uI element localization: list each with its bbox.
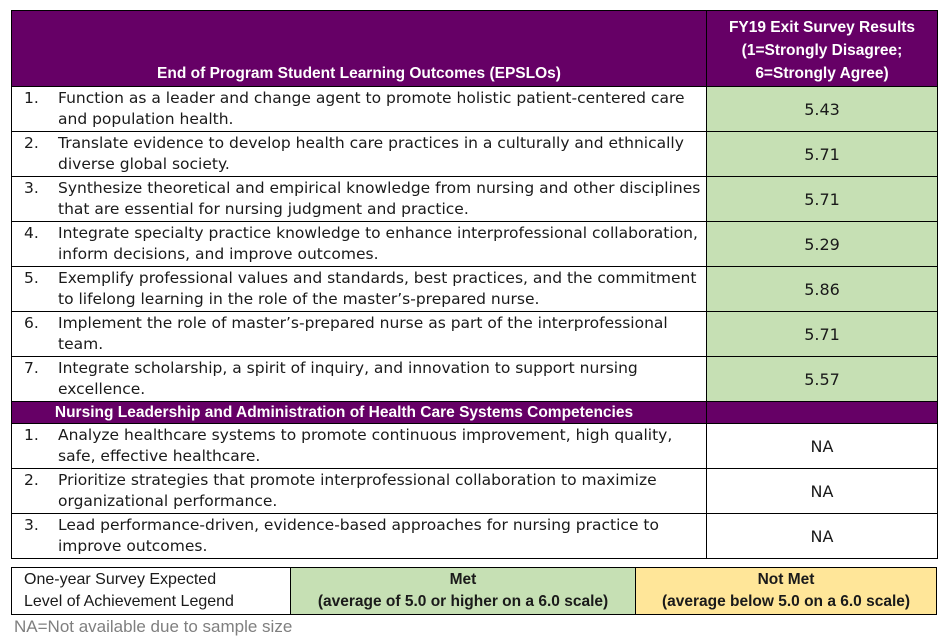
table-header-row [12, 11, 938, 87]
competency-cell [12, 424, 707, 469]
score-cell: 5.71 [707, 132, 938, 177]
score-cell: 5.71 [707, 177, 938, 222]
score-cell: NA [707, 514, 938, 559]
outcome-number: 1. [24, 89, 39, 107]
table-row-epslo-1 [12, 87, 938, 132]
outcome-text: Translate evidence to develop health care practices in a culturally and ethnically diverse global society. [58, 134, 684, 173]
score-cell: NA [707, 469, 938, 514]
score-cell: 5.57 [707, 357, 938, 402]
table-row-epslo-3 [12, 177, 938, 222]
competencies-section-header-row [12, 402, 938, 424]
table-row-epslo-4 [12, 222, 938, 267]
legend-not-met-title: Not Met [757, 571, 815, 588]
outcome-cell [12, 132, 707, 177]
competency-number: 3. [24, 516, 39, 534]
outcome-cell [12, 177, 707, 222]
outcome-number: 7. [24, 359, 39, 377]
legend-met-title: Met [449, 571, 477, 588]
competency-cell [12, 469, 707, 514]
score-cell: 5.86 [707, 267, 938, 312]
outcome-text: Synthesize theoretical and empirical knowledge from nursing and other disciplines that are essential for nursing judgment and practice. [58, 179, 701, 218]
outcome-number: 2. [24, 134, 39, 152]
legend-met [291, 568, 636, 615]
outcome-cell [12, 267, 707, 312]
legend-not-met-description: (average below 5.0 on a 6.0 scale) [661, 593, 911, 610]
table-row-epslo-5 [12, 267, 938, 312]
legend-label [12, 568, 291, 615]
table-row-epslo-2 [12, 132, 938, 177]
score-cell: 5.43 [707, 87, 938, 132]
competency-number: 2. [24, 471, 39, 489]
score-cell: 5.71 [707, 312, 938, 357]
legend-not-met [636, 568, 937, 615]
outcome-text: Exemplify professional values and standards, best practices, and the commitment to lifelong learning in the role of the master’s-prepared nurse. [58, 269, 697, 308]
legend-label-line-1: One-year Survey Expected [24, 571, 217, 588]
outcome-number: 6. [24, 314, 39, 332]
outcome-text: Implement the role of master’s-prepared nurse as part of the interprofessional team. [58, 314, 668, 353]
outcome-text: Integrate scholarship, a spirit of inquiry, and innovation to support nursing excellence. [58, 359, 638, 398]
competency-text: Lead performance-driven, evidence-based approaches for nursing practice to improve outcomes. [58, 516, 659, 555]
competency-cell [12, 514, 707, 559]
table-row-competency-3 [12, 514, 938, 559]
table-row-competency-2 [12, 469, 938, 514]
results-header-line-3: 6=Strongly Agree) [755, 65, 889, 82]
table-row-competency-1 [12, 424, 938, 469]
epslo-results-table [11, 10, 938, 559]
table-row-epslo-7 [12, 357, 938, 402]
results-header-line-1: FY19 Exit Survey Results [728, 19, 916, 36]
outcome-text: Function as a leader and change agent to promote holistic patient-centered care and population health. [58, 89, 685, 128]
competency-number: 1. [24, 426, 39, 444]
score-cell: NA [707, 424, 938, 469]
outcome-number: 5. [24, 269, 39, 287]
outcome-text: Integrate specialty practice knowledge to enhance interprofessional collaboration, inform decisions, and improve outcomes. [58, 224, 698, 263]
legend-met-description: (average of 5.0 or higher on a 6.0 scale) [317, 593, 609, 610]
achievement-legend [11, 567, 937, 615]
score-cell: 5.29 [707, 222, 938, 267]
outcome-number: 3. [24, 179, 39, 197]
results-header-line-2: (1=Strongly Disagree; [741, 42, 903, 59]
outcome-number: 4. [24, 224, 39, 242]
competencies-section-title: Nursing Leadership and Administration of Health Care Systems Competencies [12, 402, 707, 424]
outcome-cell [12, 357, 707, 402]
table-row-epslo-6 [12, 312, 938, 357]
competencies-section-blank-cell [707, 402, 938, 424]
outcome-cell [12, 222, 707, 267]
legend-label-line-2: Level of Achievement Legend [24, 593, 234, 610]
results-column-header [707, 11, 938, 87]
competency-text: Prioritize strategies that promote interprofessional collaboration to maximize organizational performance. [58, 471, 657, 510]
competency-text: Analyze healthcare systems to promote continuous improvement, high quality, safe, effective healthcare. [58, 426, 673, 465]
outcome-cell [12, 87, 707, 132]
na-footnote: NA=Not available due to sample size [14, 617, 293, 636]
legend-row [12, 568, 937, 615]
outcomes-column-header: End of Program Student Learning Outcomes (EPSLOs) [12, 11, 707, 87]
outcome-cell [12, 312, 707, 357]
